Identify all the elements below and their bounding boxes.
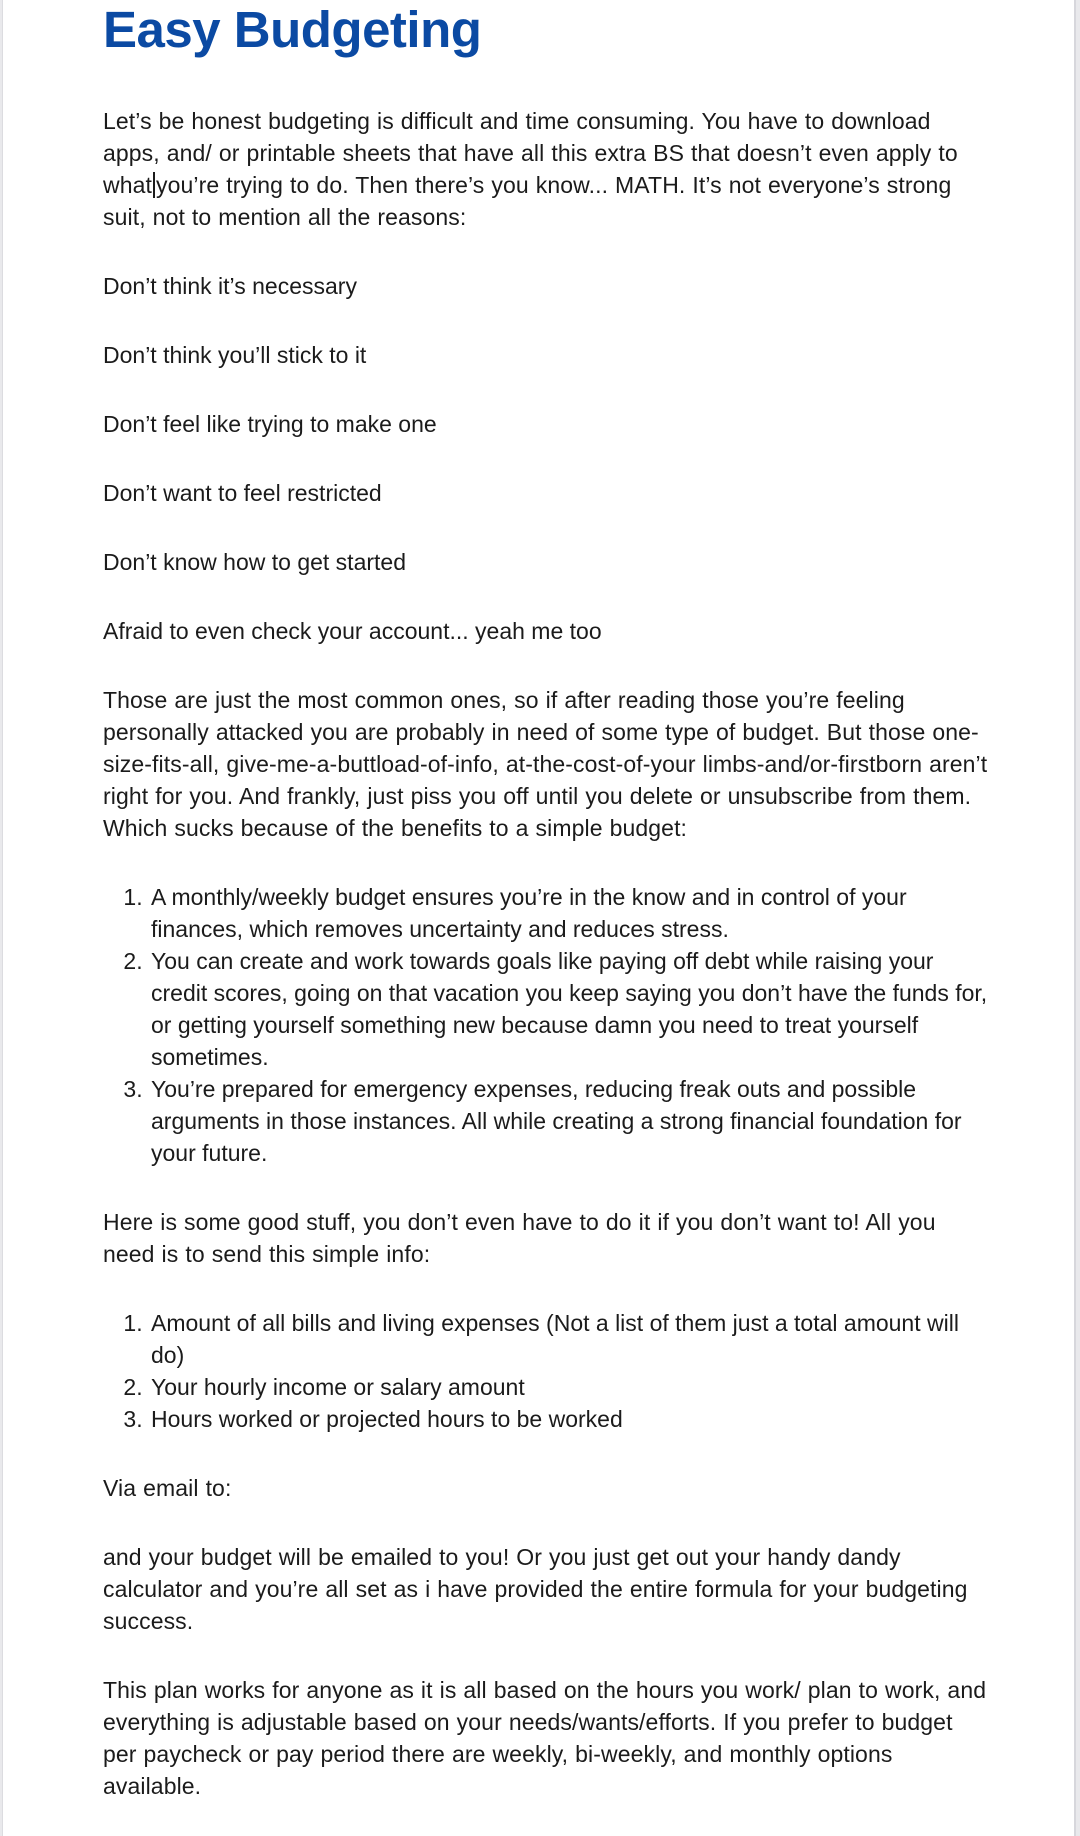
reason-item: Don’t think you’ll stick to it — [103, 342, 367, 368]
info-item: 3. Hours worked or projected hours to be worked — [149, 1403, 993, 1435]
info-item: 2. Your hourly income or salary amount — [149, 1371, 993, 1403]
document-title: Easy Budgeting — [103, 1, 482, 58]
reason-item: Afraid to even check your account... yeah me too — [103, 618, 602, 644]
reason-item: Don’t feel like trying to make one — [103, 411, 437, 437]
benefits-list — [103, 881, 993, 1169]
good-stuff-paragraph: Here is some good stuff, you don’t even have to do it if you don’t want to! All you need is to send this simple info: — [103, 1209, 936, 1267]
reasons-list — [103, 270, 993, 647]
benefit-item: 3. You’re prepared for emergency expenses, reducing freak outs and possible arguments in those instances. All while creating a strong financial foundation for your future. — [149, 1073, 993, 1169]
info-item: 1. Amount of all bills and living expenses (Not a list of them just a total amount will do) — [149, 1307, 993, 1371]
intro-text-after-cursor: you’re trying to do. Then there’s you know... MATH. It’s not everyone’s strong suit, not to mention all the reasons: — [103, 172, 952, 230]
document-body[interactable] — [103, 0, 993, 1802]
document-page — [2, 0, 1076, 1836]
benefit-item: 2. You can create and work towards goals like paying off debt while raising your credit scores, going on that vacation you keep saying you don’t have the funds for, or getting yourself something new because damn you need to treat yourself sometimes. — [149, 945, 993, 1073]
plan-paragraph: This plan works for anyone as it is all based on the hours you work/ plan to work, and everything is adjustable based on your needs/wants/efforts. If you prefer to budget per paycheck or pay period there are weekly, bi-weekly, and monthly options available. — [103, 1677, 987, 1799]
text-cursor — [153, 172, 155, 198]
reason-item: Don’t know how to get started — [103, 549, 406, 575]
intro-paragraph — [103, 105, 993, 233]
info-list — [103, 1307, 993, 1435]
benefit-item: 1. A monthly/weekly budget ensures you’re in the know and in control of your finances, which removes uncertainty and reduces stress. — [149, 881, 993, 945]
common-reasons-paragraph: Those are just the most common ones, so if after reading those you’re feeling personally attacked you are probably in need of some type of budget. But those one-size-fits-all, give-me-a-buttload-of-info, at-the-cost-of-your limbs-and/or-firstborn aren’t right for you. And frankly, just piss you off until you delete or unsubscribe from them. Which sucks because of the benefits to a simple budget: — [103, 687, 988, 841]
intro-text-before-cursor: Let’s be honest budgeting is difficult and time consuming. You have to download apps, and/ or printable sheets that have all this extra BS that doesn’t even apply to what — [103, 108, 958, 198]
emailed-paragraph: and your budget will be emailed to you! Or you just get out your handy dandy calculator and you’re all set as i have provided the entire formula for your budgeting success. — [103, 1544, 968, 1634]
reason-item: Don’t want to feel restricted — [103, 480, 382, 506]
reason-item: Don’t think it’s necessary — [103, 273, 357, 299]
via-email-line: Via email to: — [103, 1475, 232, 1501]
